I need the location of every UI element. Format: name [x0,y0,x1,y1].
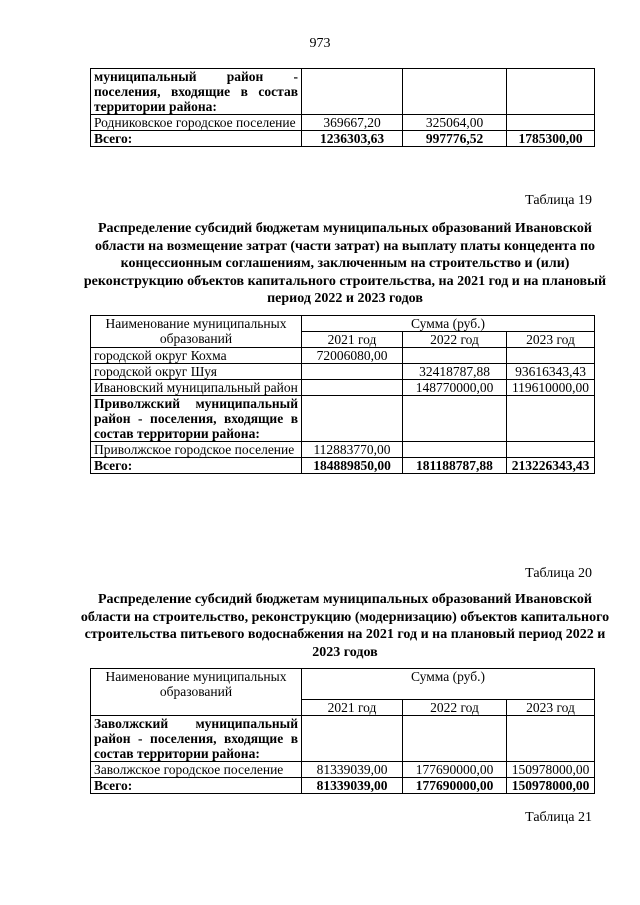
header-year-2021: 2021 год [302,699,403,715]
header-sum: Сумма (руб.) [302,316,595,332]
table21-caption: Таблица 21 [525,810,592,825]
value-2021 [302,364,403,380]
total-2023: 150978000,00 [507,777,595,793]
value-2023 [507,715,595,761]
row-name: Приволжское городское поселение [91,442,302,458]
table-row [91,442,595,458]
value-2021 [302,396,403,442]
table-row [91,761,595,777]
value-2023 [507,69,595,115]
table-header-row [91,669,595,700]
value-2022 [403,442,507,458]
total-2021: 184889850,00 [302,458,403,474]
header-year-2023: 2023 год [507,699,595,715]
value-2022: 32418787,88 [403,364,507,380]
total-2022: 181188787,88 [403,458,507,474]
table-total-row [91,131,595,147]
total-label: Всего: [91,458,302,474]
value-2021 [302,715,403,761]
table-row [91,69,595,115]
header-year-2022: 2022 год [403,332,507,348]
value-2023: 93616343,43 [507,364,595,380]
value-2021: 112883770,00 [302,442,403,458]
value-2022: 148770000,00 [403,380,507,396]
table-row [91,396,595,442]
table-continuation [90,68,595,147]
header-name-line [91,669,302,700]
table-header-row [91,316,595,332]
header-name: Наименование муниципальных образований [105,669,287,699]
row-name: муниципальный район - поселения, входящие в состав территории района: [91,69,302,115]
total-2023: 213226343,43 [507,458,595,474]
header-year-2023: 2023 год [507,332,595,348]
table20 [90,668,595,794]
table19-caption: Таблица 19 [525,193,592,208]
table-total-row [91,777,595,793]
value-2021: 81339039,00 [302,761,403,777]
value-2022: 177690000,00 [403,761,507,777]
table20-caption: Таблица 20 [525,566,592,581]
value-2021 [302,69,403,115]
total-2022: 997776,52 [403,131,507,147]
value-2023: 150978000,00 [507,761,595,777]
row-name: городской округ Шуя [91,364,302,380]
page-number: 973 [309,36,331,51]
table19-title: Распределение субсидий бюджетам муниципальных образований Ивановской области на возмещение затрат (части затрат) на выплату платы концедента по концессионным соглашениям, заключенным на строительство и (или) реконструкцию объектов капитального строительства, на 2021 год и на плановый период 2022 и 2023 годов [83,221,607,306]
value-2022 [403,715,507,761]
row-name: Родниковское городское поселение [91,115,302,131]
header-year-2021: 2021 год [302,332,403,348]
total-label: Всего: [91,777,302,793]
total-2023: 1785300,00 [507,131,595,147]
row-name: Заволжское городское поселение [91,761,302,777]
value-2021 [302,380,403,396]
value-2021: 369667,20 [302,115,403,131]
table-row [91,364,595,380]
table-row [91,380,595,396]
table-header-years [91,699,595,715]
row-name: городской округ Кохма [91,348,302,364]
value-2023 [507,115,595,131]
value-2023 [507,396,595,442]
header-name: Наименование муниципальных образований [91,316,302,348]
row-name: Заволжский муниципальный район - поселения, входящие в состав территории района: [91,715,302,761]
total-label: Всего: [91,131,302,147]
value-2022 [403,396,507,442]
table20-title: Распределение субсидий бюджетам муниципальных образований Ивановской области на строительство, реконструкцию (модернизацию) объектов капитального строительства питьевого водоснабжения на 2021 год и на плановый период 2022 и 2023 годов [80,592,610,660]
value-2023 [507,442,595,458]
row-name: Ивановский муниципальный район [91,380,302,396]
header-sum: Сумма (руб.) [302,669,595,700]
total-2021: 1236303,63 [302,131,403,147]
header-name-spacer [91,699,302,715]
value-2023 [507,348,595,364]
total-2022: 177690000,00 [403,777,507,793]
value-2022 [403,348,507,364]
table-total-row [91,458,595,474]
table-row [91,115,595,131]
header-year-2022: 2022 год [403,699,507,715]
table-row [91,348,595,364]
table19 [90,315,595,474]
value-2023: 119610000,00 [507,380,595,396]
value-2021: 72006080,00 [302,348,403,364]
table-row [91,715,595,761]
total-2021: 81339039,00 [302,777,403,793]
row-name: Приволжский муниципальный район - поселения, входящие в состав территории района: [91,396,302,442]
value-2022 [403,69,507,115]
value-2022: 325064,00 [403,115,507,131]
